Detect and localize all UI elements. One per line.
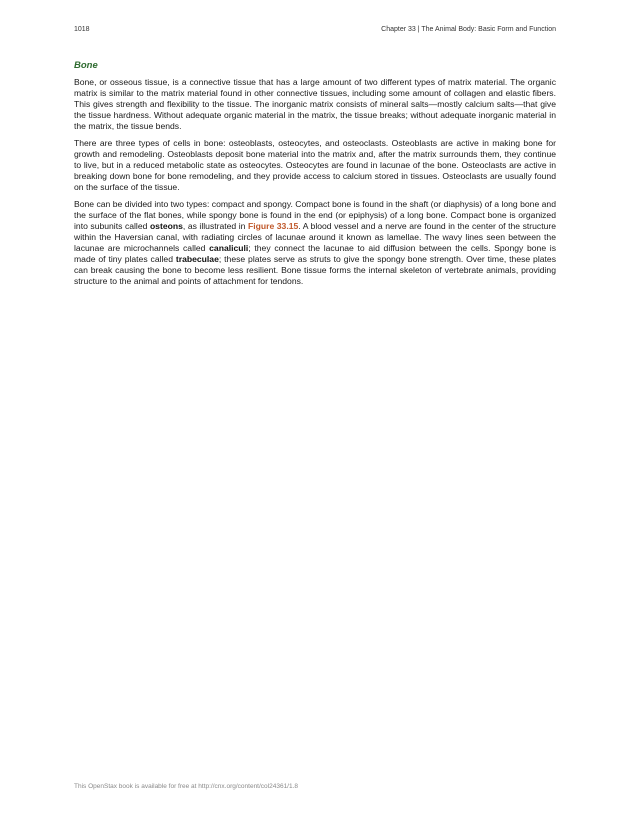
- text-segment: , as illustrated in: [182, 221, 248, 231]
- text-segment: ; they connect the lacunae to aid diffusion between the cells. Spongy bone is made of tiny plates called: [74, 243, 557, 264]
- page-header: [74, 26, 556, 38]
- key-term-osteons: osteons: [149, 221, 183, 231]
- figure-reference-link[interactable]: Figure 33.15: [247, 221, 299, 231]
- text-segment: Bone can be divided into two types: compact and spongy. Compact bone is found in the shaft (or diaphysis) of a long bone and the surface of the flat bones, while spongy bone is found in the end (or epiphysis) of a long bone. Compact bone is organized into subunits called: [74, 199, 556, 231]
- running-head: Chapter 33 | The Animal Body: Basic Form and Function: [381, 26, 556, 33]
- paragraph-bone-matrix: Bone, or osseous tissue, is a connective tissue that has a large amount of two different types of matrix material. The organic matrix is similar to the matrix material found in other connective tissues, including some amount of collagen and elastic fibers. This gives strength and flexibility to the tissue. The inorganic matrix consists of mineral salts—mostly calcium salts—that give the tissue hardness. Without adequate organic material in the matrix, the tissue breaks; without adequate inorganic material in the matrix, the tissue bends.: [74, 77, 556, 131]
- key-term-trabeculae: trabeculae: [175, 254, 219, 264]
- paragraph-bone-cells: There are three types of cells in bone: osteoblasts, osteocytes, and osteoclasts. Osteoblasts are active in making bone for growth and remodeling. Osteoblasts deposit bone material into the matrix and, after the matrix surrounds them, they continue to live, but in a reduced metabolic state as osteocytes. Osteocytes are found in lacunae of the bone. Osteoclasts are active in breaking down bone for bone remodeling, and they provide access to calcium stored in tissues. Osteoclasts are usually found on the surface of the tissue.: [74, 138, 556, 192]
- page-content: [74, 60, 556, 293]
- text-segment: ; these plates serve as struts to give the spongy bone strength. Over time, these plates can break causing the bone to become less resilient. Bone tissue forms the internal skeleton of vertebrate animals, providing structure to the animal and points of attachment for tendons.: [74, 254, 556, 286]
- text-segment: . A blood vessel and a nerve are found in the center of the structure within the Haversian canal, with radiating circles of lacunae around it known as lamellae. The wavy lines seen between the lacunae are microchannels called: [74, 221, 557, 253]
- paragraph-bone-types: [74, 199, 556, 287]
- page-footer: This OpenStax book is available for free at http://cnx.org/content/col24361/1.8: [74, 783, 299, 790]
- key-term-canaliculi: canaliculi: [209, 243, 249, 253]
- section-title: Bone: [74, 60, 98, 71]
- page-number: 1018: [74, 26, 90, 33]
